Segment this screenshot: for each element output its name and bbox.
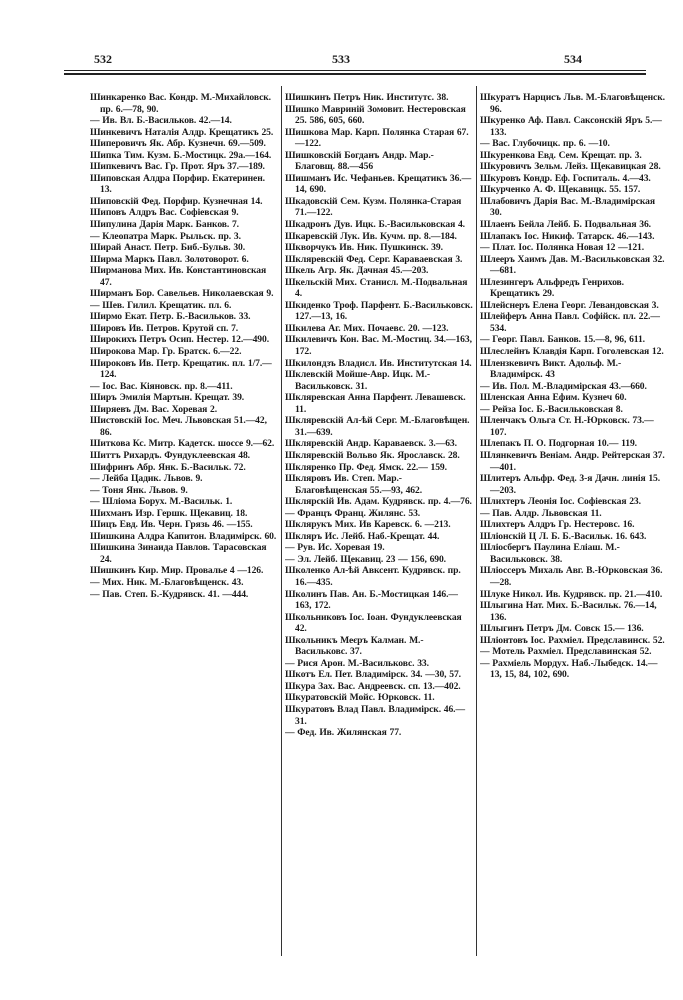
directory-entry: Шихманъ Изр. Гершк. Щекавиц. 18. [90, 507, 248, 519]
directory-entry: — Лейба Цадик. Львов. 9. [90, 473, 203, 485]
directory-entry: — Мих. Ник. М.-Благовѣщенск. 43. [90, 576, 244, 588]
directory-entry: Шкуренкова Евд. Сем. Крещат. пр. 3. [480, 149, 642, 161]
directory-entry: Шлаенъ Бейла Лейб. Б. Подвальная 36. [480, 219, 651, 231]
header-rule-thin [64, 70, 646, 71]
directory-entry: Ширма Маркъ Павл. Золотоворот. 6. [90, 253, 249, 265]
directory-entry: Шипка Тим. Кузм. Б.-Мостицк. 29а.—164. [90, 149, 272, 161]
directory-entry: — Клеопатра Марк. Рыльск. пр. 3. [90, 230, 241, 242]
page-number-right: 534 [564, 52, 582, 66]
directory-entry: Шлыгинъ Петръ Дм. Совск 15.— 136. [480, 623, 644, 635]
directory-entry: Шлейснеръ Елена Георг. Левандовская 3. [480, 299, 659, 311]
directory-entry: Ширманъ Бор. Савельев. Николаевская 9. [90, 288, 274, 300]
directory-entry: Школенко Ал-ѣй Авксент. Кудрявск. пр. 16.—435. [285, 565, 461, 588]
directory-entry: Шипкевичъ Вас. Гр. Прот. Яръ 37.—189. [90, 161, 265, 173]
directory-entry: Шкляренко Пр. Фед. Ямск. 22.— 159. [285, 461, 447, 473]
directory-entry: — Пав. Степ. Б.-Кудрявск. 41. —444. [90, 588, 249, 600]
directory-entry: — Тоня Янк. Львов. 9. [90, 484, 188, 496]
directory-entry: Шицъ Евд. Ив. Черн. Грязь 46. —155. [90, 519, 253, 531]
directory-entry: Шлензкевичъ Викт. Адольф. М.-Владимірск. 43 [480, 357, 622, 381]
column-divider [476, 86, 477, 956]
directory-entry: Шкуратъ Нарцисъ Льв. М.-Благовѣщенск. 96. [480, 92, 665, 115]
directory-entry: Шкилева Аг. Мих. Почаевс. 20. —123. [285, 322, 449, 334]
directory-entry: Шкляръ Ис. Лейб. Наб.-Крещат. 44. [285, 530, 440, 542]
directory-entry: Шлепакъ П. О. Подгорная 10.— 119. [480, 438, 637, 450]
directory-entry: Шкура Зах. Вас. Андреевск. сп. 13.—402. [285, 680, 461, 692]
directory-column-1 [90, 92, 278, 972]
directory-entry: Шишкинъ Кир. Мир. Провалье 4 —126. [90, 565, 264, 577]
directory-entry: Шленчакъ Ольга Ст. Н.-Юрковск. 73.—107. [480, 415, 654, 438]
directory-entry: Ширмо Екат. Петр. Б.-Васильков. 33. [90, 311, 251, 323]
directory-entry: Шишко Мавринiй Зомовит. Нестеровская 25. 586, 605, 660. [285, 103, 466, 127]
directory-entry: Школьникъ Меєръ Калман. М.-Васильковс. 37. [285, 634, 424, 658]
directory-entry: Шкурченко А. Ф. Щекавицк. 55. 157. [480, 184, 641, 196]
directory-column-3 [480, 92, 668, 972]
directory-entry: Шиповская Алдра Порфир. Екатеринен. 13. [90, 172, 265, 196]
directory-entry: Шлееръ Хаимъ Дав. М.-Васильковская 32.—681. [480, 253, 665, 277]
directory-entry: Шкуратовъ Влад Павл. Владимірск. 46.—31. [285, 703, 465, 727]
directory-entry: — Георг. Павл. Банков. 15.—8, 96, 611. [480, 334, 645, 346]
directory-entry: — Пав. Алдр. Львовская 11. [480, 507, 602, 519]
directory-entry: Школьниковъ Іос. Іоан. Фундуклеевская 42. [285, 611, 462, 635]
directory-entry: — Фед. Ив. Жилянская 77. [285, 727, 402, 739]
directory-entry: Шишкова Мар. Карп. Полянка Старая 67.—122. [285, 126, 469, 150]
directory-entry: Шировъ Ив. Петров. Крутой сп. 7. [90, 322, 239, 334]
directory-entry: Шишкина Зинаида Павлов. Тарасовская 24. [90, 542, 267, 565]
directory-entry: Шиттъ Рихардъ. Фундуклеевская 48. [90, 449, 250, 461]
directory-entry: Шклярукъ Мих. Ив Каревск. 6. —213. [285, 519, 451, 531]
directory-entry: Шинкаренко Вас. Кондр. М.-Михайловск. пр. 6.—78, 90. [90, 92, 271, 115]
directory-entry: Шкадовскій Сем. Кузм. Полянка-Старая 71.—122. [285, 195, 462, 219]
directory-entry: Шлихтеръ Алдръ Гр. Нестеровс. 16. [480, 519, 635, 531]
directory-entry: Шифринъ Абр. Янк. Б.-Васильк. 72. [90, 461, 246, 473]
directory-entry: Шкилондзъ Владисл. Ив. Институтская 14. [285, 357, 472, 369]
directory-entry: — Шлiома Борух. М.-Васильк. 1. [90, 496, 233, 508]
directory-entry: Шкуратовскій Мойс. Юрковск. 11. [285, 692, 435, 704]
header-rule-thick [64, 73, 646, 75]
directory-entry: Шлянкевичъ Веніам. Андр. Рейтерская 37.—401. [480, 449, 665, 473]
directory-entry: — Эл. Лейб. Щекавиц. 23 — 156, 690. [285, 553, 446, 565]
directory-entry: Шипулина Дарія Марк. Банков. 7. [90, 219, 239, 231]
directory-entry: Шиперовичъ Як. Абр. Кузнечн. 69.—509. [90, 138, 266, 150]
directory-entry: Шишманъ Ис. Чефаньев. Крещатикъ 36.—14, 690. [285, 172, 472, 196]
directory-entry: Ширманова Мих. Ив. Константиновская 47. [90, 265, 267, 288]
directory-entry: Шиповъ Алдръ Вас. Софіевская 9. [90, 207, 239, 219]
directory-entry: Шистовскій Іос. Меч. Львовская 51.—42, 86. [90, 415, 267, 438]
directory-entry: Шкуренко Аф. Павл. Саксонскій Яръ 5.—133. [480, 115, 662, 138]
directory-entry: Шлезингеръ Альфредъ Генрихов. Крещатикъ 29. [480, 276, 624, 300]
directory-entry: Шкельскій Мих. Станисл. М.-Подвальная 4. [285, 276, 468, 300]
directory-entry: — Ив. Пол. М.-Владимірская 43.—660. [480, 380, 647, 392]
directory-entry: Шлуке Никол. Ив. Кудрявск. пр. 21.—410. [480, 588, 663, 600]
directory-entry: Шкляревскій Андр. Караваевск. 3.—63. [285, 438, 457, 450]
directory-entry: — Ив. Вл. Б.-Васильков. 42.—14. [90, 115, 232, 127]
directory-entry: Шкотъ Ел. Пет. Владимірск. 34. —30, 57. [285, 669, 461, 681]
directory-entry: Шлiоссеръ Михаль Авг. В.-Юрковская 36.—28. [480, 565, 663, 588]
directory-entry: — Мотель Рахміел. Предславинская 52. [480, 646, 652, 658]
column-divider [281, 86, 282, 956]
page-number-middle: 533 [332, 52, 350, 66]
directory-entry: — Рейза Іос. Б.-Васильковская 8. [480, 403, 623, 415]
directory-entry: Шкляревская Анна Парфент. Левашевск. 11. [285, 392, 466, 415]
directory-entry: Шлихтеръ Леонія Іос. Софіевская 23. [480, 496, 641, 508]
directory-entry: Шишкина Алдра Капитон. Владимірск. 60. [90, 530, 277, 542]
directory-entry: Шлабовичъ Дарія Вас. М.-Владимірская 30. [480, 195, 655, 219]
directory-entry: Шишкинъ Петръ Ник. Институтс. 38. [285, 92, 449, 103]
page-number-left: 532 [94, 52, 112, 66]
directory-entry: — Вас. Глубочицк. пр. 6. —10. [480, 138, 610, 150]
page-header [64, 52, 646, 68]
directory-entry: Шкляревскій Вольво Як. Ярославск. 28. [285, 449, 460, 461]
directory-entry: Ширъ Эмилія Мартын. Крещат. 39. [90, 392, 245, 404]
directory-entry: Шкаревскій Лук. Ив. Кучм. пр. 8.—184. [285, 230, 457, 242]
directory-entry: Шкляревскій Фед. Серг. Караваевская 3. [285, 253, 463, 265]
directory-entry: — Рахміель Мордух. Наб.-Лыбедск. 14.—13, 15, 84, 102, 690. [480, 657, 658, 681]
directory-entry: Широкихъ Петръ Осип. Нестер. 12.—490. [90, 334, 269, 346]
directory-entry: Шиповскій Фед. Порфир. Кузнечная 14. [90, 195, 263, 207]
directory-entry: — Рув. Ис. Хоревая 19. [285, 542, 385, 554]
directory-entry: Шклярскій Ив. Адам. Кудрявск. пр. 4.—76. [285, 496, 472, 508]
directory-entry: — Шев. Гилил. Крещатик. пл. 6. [90, 299, 232, 311]
directory-entry: Шкиденко Троф. Парфент. Б.-Васильковск. 127.—13, 16. [285, 299, 473, 323]
directory-entry: Шлеслейнъ Клавдія Карп. Гоголевская 12. [480, 346, 664, 358]
directory-entry: — Рися Арон. М.-Васильковс. 33. [285, 657, 429, 669]
directory-entry: Шкадронъ Дув. Ицк. Б.-Васильковская 4. [285, 219, 465, 231]
directory-entry: Шлыгина Нат. Мих. Б.-Васильк. 76.—14, 136. [480, 600, 657, 623]
directory-entry: — Францъ Франц. Жилянс. 53. [285, 507, 421, 519]
directory-entry: Шкуровичъ Зельм. Лейз. Щекавицкая 28. [480, 161, 661, 173]
directory-entry: Шлiонскій Ц Л. Б. Б.-Васильк. 16. 643. [480, 530, 647, 542]
directory-entry: Ширай Анаст. Петр. Биб.-Бульв. 30. [90, 242, 246, 254]
directory-entry: Ширяевъ Дм. Вас. Хоревая 2. [90, 403, 218, 415]
directory-entry: Шкляровъ Ив. Степ. Мар.-Благовѣщенская 55.—93, 462. [285, 473, 422, 496]
directory-entry: — Іос. Вас. Кіяновск. пр. 8.—411. [90, 380, 233, 392]
directory-column-2 [285, 92, 473, 972]
directory-entry: Шлiонтовъ Іос. Рахміел. Предславинск. 52. [480, 634, 665, 646]
directory-entry: Шлейферъ Анна Павл. Софійск. пл. 22.—534. [480, 311, 660, 334]
directory-entry: Шиткова Кс. Митр. Кадетск. шоссе 9.—62. [90, 438, 275, 450]
directory-entry: Шкилевичъ Кон. Вас. М.-Мостиц. 34.—163, 172. [285, 334, 472, 358]
directory-entry: Шкворчукъ Ив. Ник. Пушкинск. 39. [285, 242, 443, 254]
directory-entry: Шленская Анна Ефим. Кузнеч 60. [480, 392, 627, 404]
directory-entry: Школинъ Пав. Ан. Б.-Мостицкая 146.—163, 172. [285, 588, 458, 612]
directory-entry: Шкель Агр. Як. Дачная 45.—203. [285, 265, 429, 277]
directory-entry: — Плат. Іос. Полянка Новая 12 —121. [480, 242, 645, 254]
directory-entry: Шинкевичъ Наталія Алдр. Крещатикъ 25. [90, 126, 274, 138]
directory-entry: Шишковскій Богданъ Андр. Мар.-Благовщ. 88.—456 [285, 149, 434, 173]
directory-entry: Шлитеръ Альфр. Фед. 3-я Дачн. линія 15.—203. [480, 473, 661, 496]
directory-entry: Шкляревскій Ал-ѣй Серг. М.-Благовѣщен. 31.—639. [285, 415, 470, 438]
directory-entry: Широковъ Ив. Петр. Крещатик. пл. 1/7.—124. [90, 357, 272, 381]
directory-entry: Шлапакъ Іос. Никиф. Татарск. 46.—143. [480, 230, 655, 242]
directory-entry: Шлiосбергъ Паулина Еліаш. М.-Васильковск. 38. [480, 542, 620, 565]
directory-entry: Шклевскій Мойше-Авр. Ицк. М.-Васильковск. 31. [285, 369, 430, 392]
directory-entry: Широкова Мар. Гр. Братск. 6.—22. [90, 346, 242, 358]
directory-entry: Шкуровъ Кондр. Еф. Госпиталь. 4.—43. [480, 172, 651, 184]
